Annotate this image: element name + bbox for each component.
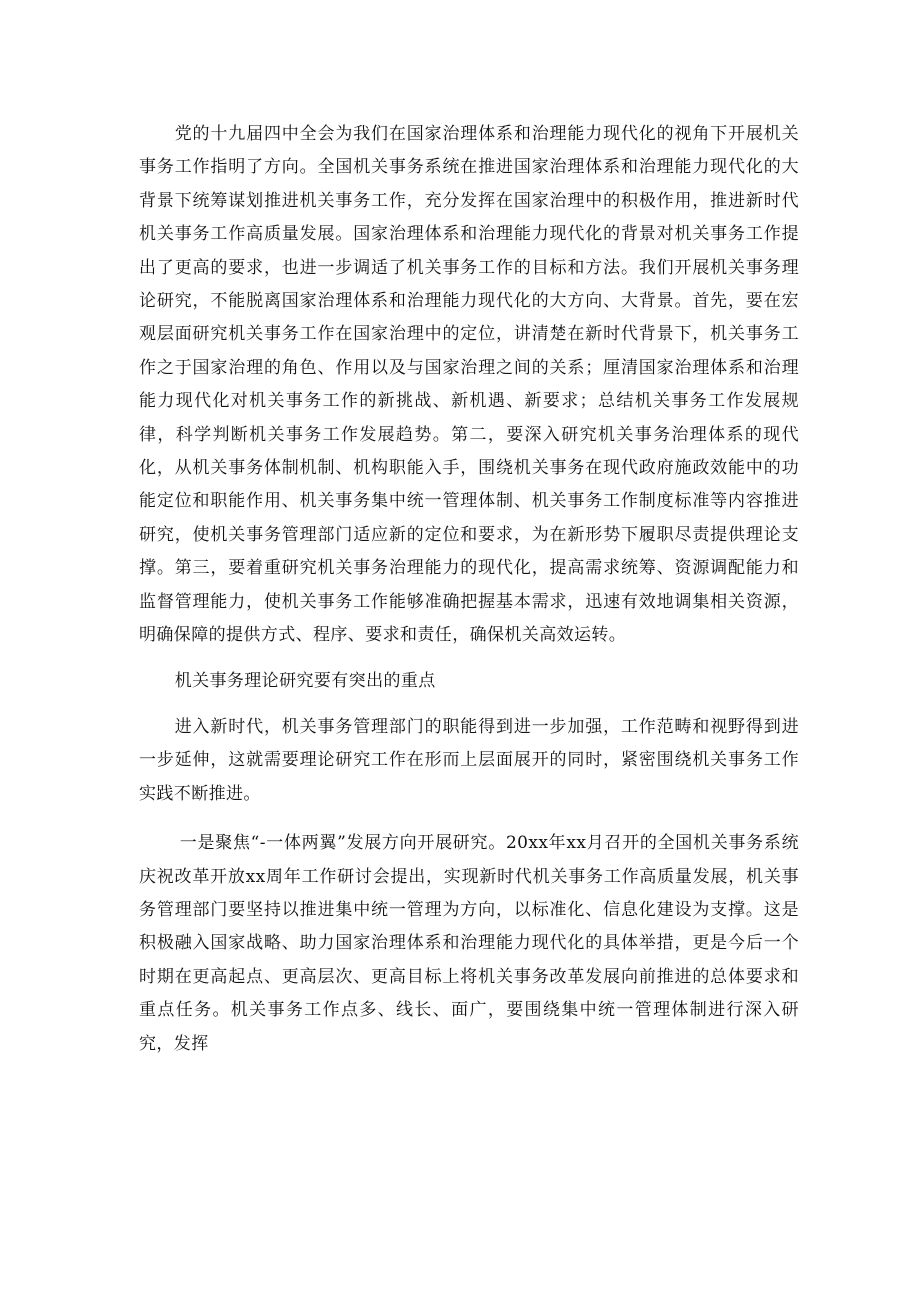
paragraph-new-era: 进入新时代，机关事务管理部门的职能得到进一步加强，工作范畴和视野得到进一步延伸，这就需要理论研究工作在形而上层面展开的同时，紧密围绕机关事务工作实践不断推进。 — [139, 716, 799, 804]
document-body — [139, 118, 799, 1061]
paragraph-governance-modernization: 党的十九届四中全会为我们在国家治理体系和治理能力现代化的视角下开展机关事务工作指明了方向。全国机关事务系统在推进国家治理体系和治理能力现代化的大背景下统筹谋划推进机关事务工作，充分发挥在国家治理中的积极作用，推进新时代机关事务工作高质量发展。国家治理体系和治理能力现代化的背景对机关事务工作提出了更高的要求，也进一步调适了机关事务工作的目标和方法。我们开展机关事务理论研究，不能脱离国家治理体系和治理能力现代化的大方向、大背景。首先，要在宏观层面研究机关事务工作在国家治理中的定位，讲清楚在新时代背景下，机关事务工作之于国家治理的角色、作用以及与国家治理之间的关系；厘清国家治理体系和治理能力现代化对机关事务工作的新挑战、新机遇、新要求；总结机关事务工作发展规律，科学判断机关事务工作发展趋势。第二，要深入研究机关事务治理体系的现代化，从机关事务体制机制、机构职能入手，围绕机关事务在现代政府施政效能中的功能定位和职能作用、机关事务集中统一管理体制、机关事务工作制度标准等内容推进研究，使机关事务管理部门适应新的定位和要求，为在新形势下履职尽责提供理论支撑。第三，要着重研究机关事务治理能力的现代化，提高需求统筹、资源调配能力和监督管理能力，使机关事务工作能够准确把握基本需求，迅速有效地调集相关资源，明确保障的提供方式、程序、要求和责任，确保机关高效运转。 — [139, 124, 799, 646]
section-heading: 机关事务理论研究要有突出的重点 — [174, 670, 436, 691]
paragraph-one-body-two-wings: 一是聚焦“-一体两翼”发展方向开展研究。20xx年xx月召开的全国机关事务系统庆祝改革开放xx周年工作研讨会提出，实现新时代机关事务工作高质量发展，机关事务管理部门要坚持以推进集中统一管理为方向，以标准化、信息化建设为支撑。这是积极融入国家战略、助力国家治理体系和治理能力现代化的具体举措，更是今后一个时期在更高起点、更高层次、更高目标上将机关事务改革发展向前推进的总体要求和重点任务。机关事务工作点多、线长、面广，要围绕集中统一管理体制进行深入研究，发挥 — [139, 833, 799, 1054]
